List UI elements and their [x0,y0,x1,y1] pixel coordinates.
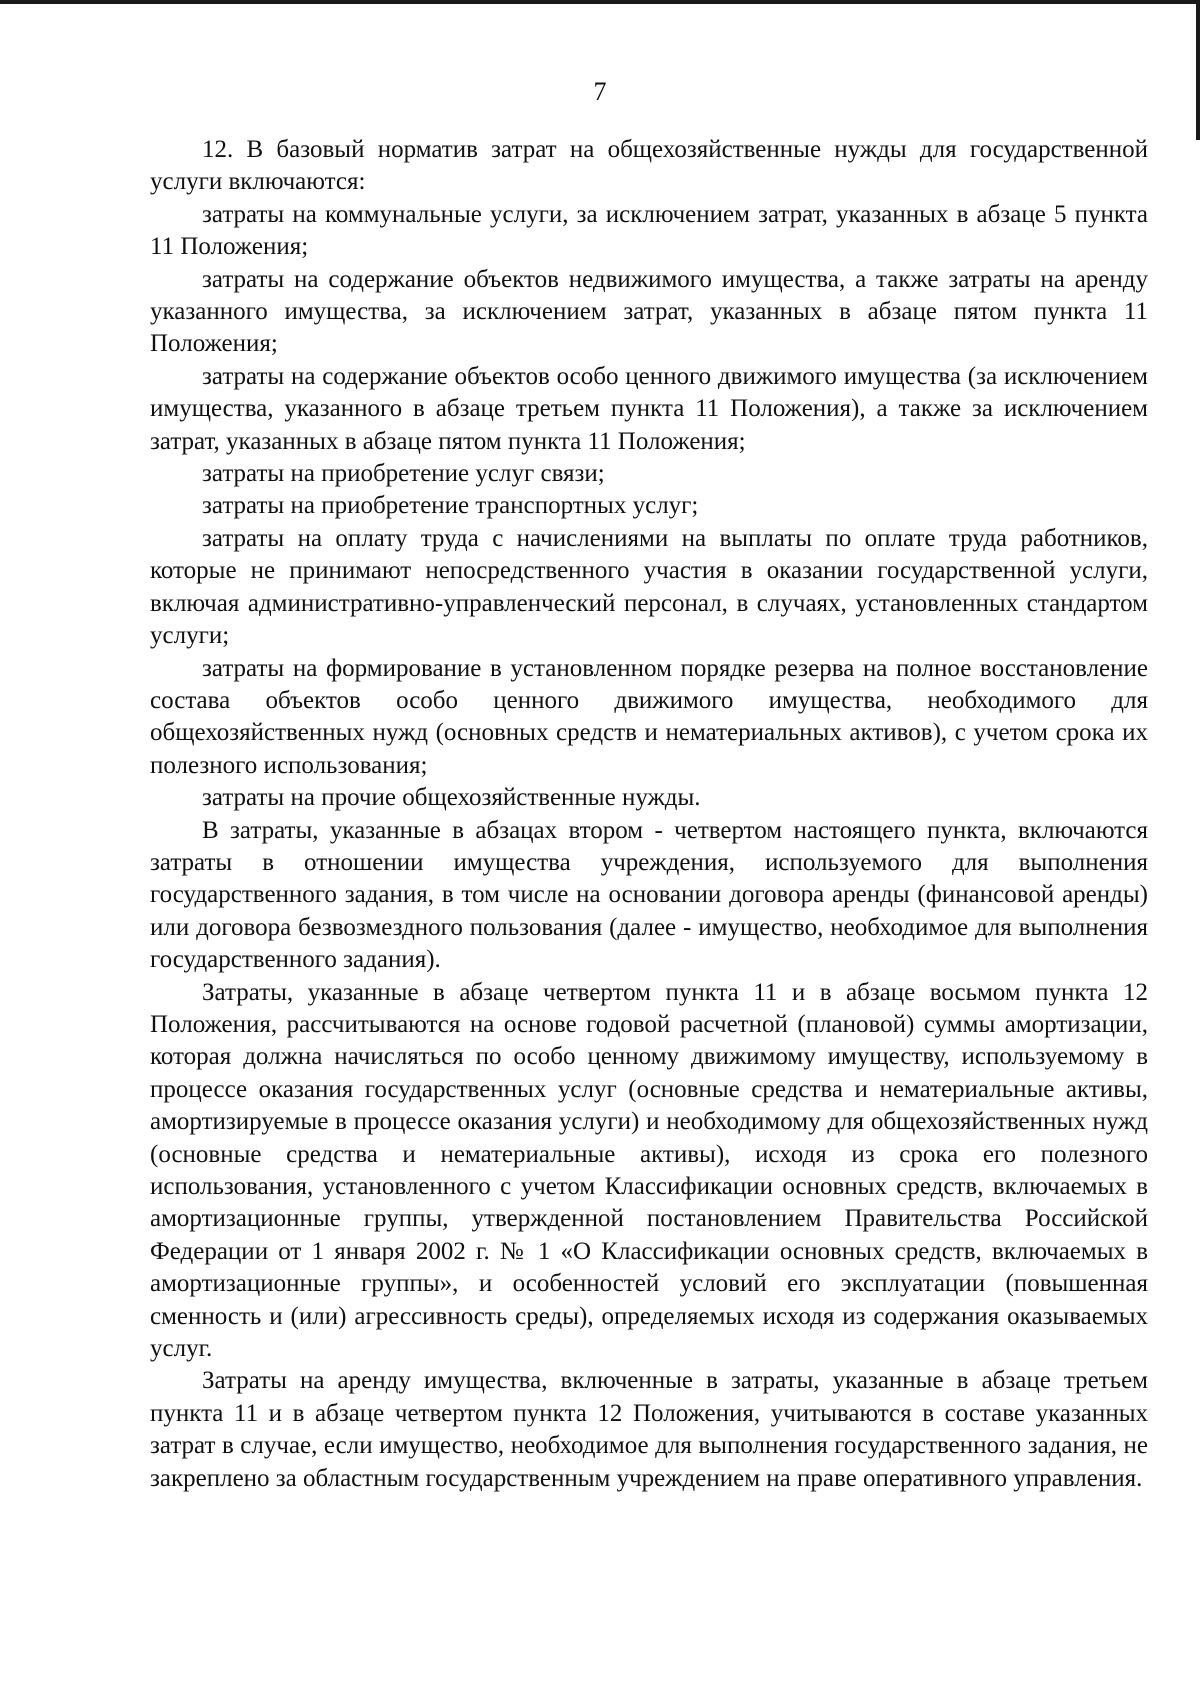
paragraph-6: затраты на приобретение транспортных услуг; [202,492,699,520]
paragraph-4: затраты на содержание объектов особо ценного движимого имущества (за исключением имущества, указанного в абзаце третьем пункта 11 Положения), а также за исключением затрат, указанных в абзаце пятом пункта 11 Положения; [150,362,1148,455]
paragraph-12: Затраты на аренду имущества, включенные в затраты, указанные в абзаце третьем пункта 11 и в абзаце четвертом пункта 12 Положения, учитываются в составе указанных затрат в случае, если имущество, необходимое для выполнения государственного задания, не закреплено за областным государственным учреждением на праве оперативного управления. [150,1367,1148,1492]
paragraph-9: затраты на прочие общехозяйственные нужды. [202,784,701,812]
paragraph-5: затраты на приобретение услуг связи; [202,460,605,488]
paragraph-3: затраты на содержание объектов недвижимого имущества, а также затраты на аренду указанного имущества, за исключением затрат, указанных в абзаце пятом пункта 11 Положения; [150,265,1148,358]
scan-right-edge [1196,0,1200,140]
page-number: 7 [593,77,607,106]
paragraph-8: затраты на формирование в установленном порядке резерва на полное восстановление состава объектов особо ценного движимого имущества, необходимого для общехозяйственных нужд (основных средств и нематериальных активов), с учетом срока их полезного использования; [150,654,1148,779]
paragraph-1: 12. В базовый норматив затрат на общехозяйственные нужды для государственной услуги включаются: [150,136,1148,196]
paragraph-2: затраты на коммунальные услуги, за исключением затрат, указанных в абзаце 5 пункта 11 Положения; [150,200,1148,261]
scan-top-edge [0,0,1200,4]
paragraph-7: затраты на оплату труда с начислениями на выплаты по оплате труда работников, которые не принимают непосредственного участия в оказании государственной услуги, включая административно-управленческий персонал, в случаях, установленных стандартом услуги; [150,524,1148,650]
document-body [150,134,1148,1495]
paragraph-11: Затраты, указанные в абзаце четвертом пункта 11 и в абзаце восьмом пункта 12 Положения, рассчитываются на основе годовой расчетной (плановой) суммы амортизации, которая должна начисляться по особо ценному движимому имуществу, используемому в процессе оказания государственных услуг (основные средства и нематериальные активы, амортизируемые в процессе оказания услуги) и необходимому для общехозяйственных нужд (основные средства и нематериальные активы), исходя из срока его полезного использования, установленного с учетом Классификации основных средств, включаемых в амортизационные группы, утвержденной постановлением Правительства Российской Федерации от 1 января 2002 г. № 1 «О Классификации основных средств, включаемых в амортизационные группы», и особенностей условий его эксплуатации (повышенная сменность и (или) агрессивность среды), определяемых исходя из содержания оказываемых услуг. [150,978,1148,1363]
paragraph-10: В затраты, указанные в абзацах втором - четвертом настоящего пункта, включаются затраты в отношении имущества учреждения, используемого для выполнения государственного задания, в том числе на основании договора аренды (финансовой аренды) или договора безвозмездного пользования (далее - имущество, необходимое для выполнения государственного задания). [150,816,1148,974]
